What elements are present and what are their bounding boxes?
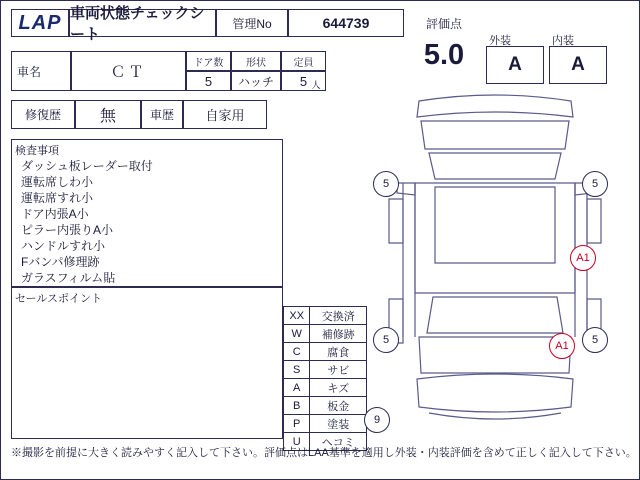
sales-point-box [11, 287, 283, 439]
inspection-item: ダッシュ板レーダー取付 [21, 159, 153, 173]
legend-code: W [284, 325, 310, 343]
damage-mark: A1 [549, 333, 575, 359]
inspection-item-list [21, 158, 281, 286]
damage-mark: 5 [373, 327, 399, 353]
repair-history-label: 修復歴 [11, 100, 75, 129]
legend-code: XX [284, 307, 310, 325]
legend-code: S [284, 361, 310, 379]
legend-code: P [284, 415, 310, 433]
damage-mark: 5 [582, 327, 608, 353]
vehicle-history-label: 車歴 [141, 100, 183, 129]
legend-row [284, 415, 367, 433]
vehicle-history-value: 自家用 [183, 100, 267, 129]
footer-note: ※撮影を前提に大きく読みやすく記入して下さい。評価点はLAA基準を適用し外装・内装評価を含めて正しく記入して下さい。 [11, 447, 637, 459]
legend-description: キズ [310, 379, 367, 397]
legend-description: ヘコミ [310, 433, 367, 451]
legend-description: 交換済 [310, 307, 367, 325]
legend-table [283, 306, 367, 451]
interior-grade: A [549, 46, 607, 84]
exterior-label: 外装 [489, 34, 511, 47]
inspection-item: ハンドルすれ小 [21, 239, 106, 253]
inspection-item: ピラー内張りA小 [21, 223, 114, 237]
repair-history-value: 無 [75, 100, 141, 129]
interior-label: 内装 [552, 34, 574, 47]
capacity-value: 5 [281, 71, 326, 91]
rating-label: 評価点 [425, 16, 462, 31]
rating-value: 5.0 [423, 38, 465, 71]
legend-description: 板金 [310, 397, 367, 415]
legend-row [284, 325, 367, 343]
inspection-item: ドア内張A小 [21, 207, 89, 221]
inspection-item: Fバンパ修理跡 [21, 255, 100, 269]
inspection-item: 運転席すれ小 [21, 191, 94, 205]
legend-description: 腐食 [310, 343, 367, 361]
damage-mark: 9 [364, 407, 390, 433]
capacity-unit: 人 [311, 79, 321, 90]
legend-code: A [284, 379, 310, 397]
legend-row [284, 343, 367, 361]
legend-code: U [284, 433, 310, 451]
damage-mark: A1 [570, 245, 596, 271]
damage-mark: 5 [373, 171, 399, 197]
sales-point-title: セールスポイント [15, 293, 103, 305]
inspection-item: 運転席しわ小 [21, 175, 94, 189]
body-shape-value: ハッチ [231, 71, 281, 91]
legend-description: サビ [310, 361, 367, 379]
body-shape-label: 形状 [231, 51, 281, 71]
legend-description: 補修跡 [310, 325, 367, 343]
legend-row [284, 379, 367, 397]
exterior-grade: A [486, 46, 544, 84]
legend-code: C [284, 343, 310, 361]
lap-logo: LAP [11, 9, 69, 37]
doors-value: 5 [186, 71, 231, 91]
legend-row [284, 397, 367, 415]
car-name-value: ＣＴ [71, 51, 186, 91]
capacity-label: 定員 [281, 51, 326, 71]
legend-code: B [284, 397, 310, 415]
inspection-title: 検査事項 [15, 145, 59, 157]
damage-mark: 5 [582, 171, 608, 197]
car-diagram [359, 87, 631, 439]
kanri-no-label: 管理No [216, 9, 288, 37]
inspection-item: ガラスフィルム貼 [21, 271, 116, 285]
legend-row [284, 361, 367, 379]
doors-label: ドア数 [186, 51, 231, 71]
car-name-label: 車名 [11, 51, 71, 91]
legend-row [284, 307, 367, 325]
page-title: 車両状態チェックシート [69, 9, 216, 37]
legend-description: 塗装 [310, 415, 367, 433]
kanri-no-value: 644739 [288, 9, 404, 37]
